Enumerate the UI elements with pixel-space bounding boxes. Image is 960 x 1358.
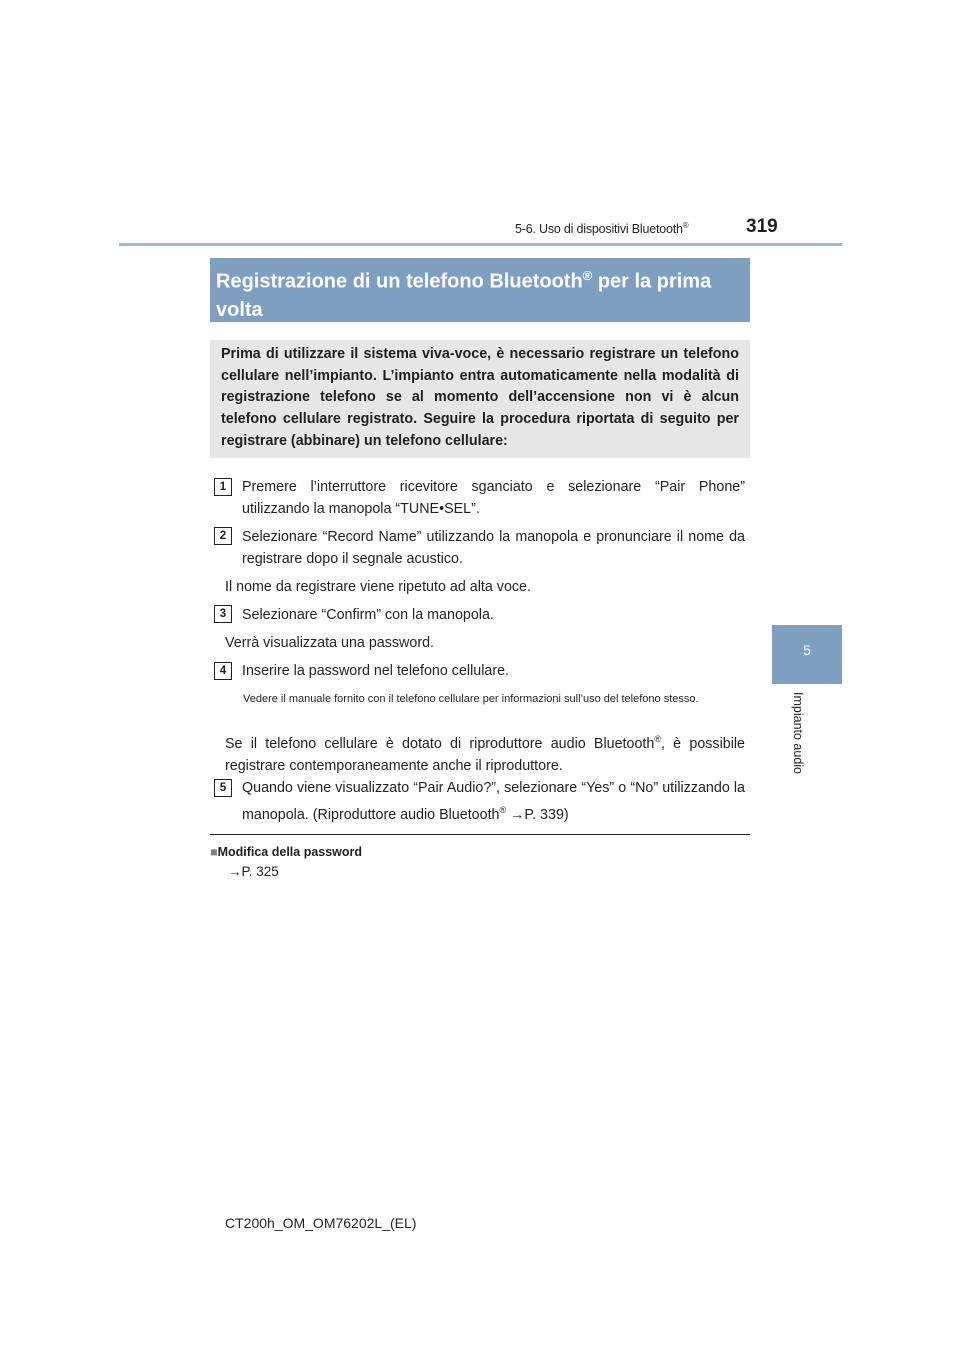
subsection-heading: ■Modifica della password	[210, 845, 363, 859]
step-number: 3	[214, 605, 232, 623]
section-heading: Registrazione di un telefono Bluetooth® per la prima volta	[216, 268, 712, 321]
document-code: CT200h_OM_OM76202L_(EL)	[225, 1215, 417, 1231]
page-reference-link[interactable]: →P. 339)	[506, 806, 569, 823]
small-note: Vedere il manuale fornito con il telefono cellulare per informazioni sull’uso del telefono stesso.	[243, 693, 699, 705]
step-text: Inserire la password nel telefono cellulare.	[242, 663, 510, 679]
step-text: Selezionare “Confirm” con la manopola.	[242, 607, 494, 623]
header-divider	[119, 243, 842, 246]
page-reference-link[interactable]: →P. 325	[228, 864, 279, 879]
section-divider	[210, 834, 750, 835]
step-note: Se il telefono cellulare è dotato di riproduttore audio Bluetooth®, è possibile registrare contemporaneamente anche il riproduttore.	[225, 734, 745, 774]
page-number: 319	[746, 216, 778, 237]
section-title: 5-6. Uso di dispositivi Bluetooth	[515, 222, 683, 237]
registered-mark: ®	[499, 805, 507, 815]
step-number: 4	[214, 662, 232, 680]
chapter-label: Impianto audio	[791, 692, 805, 775]
step-number: 5	[214, 779, 232, 797]
chapter-tab[interactable]	[772, 625, 842, 684]
square-bullet-icon: ■	[210, 845, 218, 859]
intro-box	[210, 340, 750, 458]
registered-mark: ®	[682, 221, 689, 230]
step-text: Selezionare “Record Name” utilizzando la manopola e pronunciare il nome da registrare dopo il segnale acustico.	[242, 529, 745, 567]
step-note: Verrà visualizzata una password.	[225, 635, 435, 651]
step-number: 1	[214, 478, 232, 496]
intro-text: Prima di utilizzare il sistema viva-voce, è necessario registrare un telefono cellulare nell’impianto. L’impianto entra automaticamente nella modalità di registrazione telefono se al momento dell’accensione non vi è alcun telefono cellulare registrato. Seguire la procedura riportata di seguito per registrare (abbinare) un telefono cellulare:	[221, 346, 739, 449]
section-heading-box	[210, 258, 750, 322]
step-number: 2	[214, 527, 232, 545]
registered-mark: ®	[582, 268, 593, 283]
step-text: Quando viene visualizzato “Pair Audio?”, selezionare “Yes” o “No” utilizzando la manopola. (Riproduttore audio Bluetooth® →P. 339)	[242, 780, 745, 823]
registered-mark: ®	[654, 734, 661, 744]
chapter-number: 5	[803, 642, 811, 658]
step-text: Premere l’interruttore ricevitore sganciato e selezionare “Pair Phone” utilizzando la manopola “TUNE•SEL”.	[242, 479, 745, 517]
step-note: Il nome da registrare viene ripetuto ad alta voce.	[225, 579, 531, 595]
running-header	[515, 221, 689, 236]
